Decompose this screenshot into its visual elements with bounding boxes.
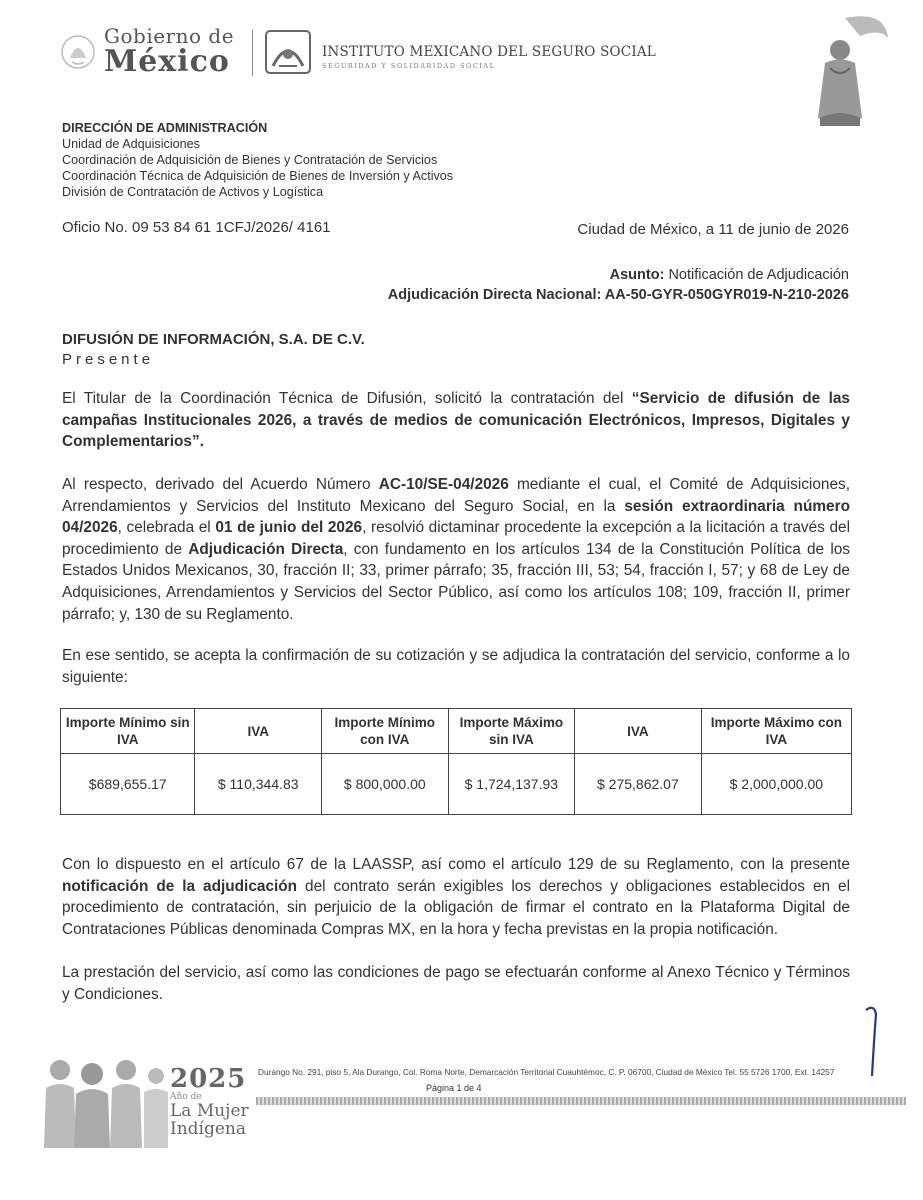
footer-rule (256, 1097, 906, 1105)
subject-label: Asunto: (609, 267, 665, 283)
year-sub: Año de (170, 1092, 202, 1102)
paragraph-3: En ese sentido, se acepta la confirmación de su cotización y se adjudica la contratación del servicio, conforme a lo siguiente: (62, 647, 850, 686)
paragraph-1 (62, 388, 850, 453)
document-date: Ciudad de México, a 11 de junio de 2026 (577, 221, 849, 238)
table-cell: $ 1,724,137.93 (448, 754, 575, 815)
oficio-number: Oficio No. 09 53 84 61 1CFJ/2026/ 4161 (62, 219, 331, 236)
handwritten-initial (860, 1000, 890, 1080)
year-slogan (170, 1064, 249, 1138)
department-block (62, 120, 453, 200)
paragraph-4 (62, 854, 850, 940)
year-number: 2025 (170, 1064, 247, 1094)
patria-figure-icon (790, 8, 890, 133)
table-cell: $ 2,000,000.00 (701, 754, 851, 815)
dept-line3: Coordinación de Adquisición de Bienes y Contratación de Servicios (62, 153, 438, 167)
p4-text-c: del contrato serán exigibles los derechos y obligaciones establecidos en el procedimiento de contratación, sin perjuicio de la obligación de firmar el contrato en la Plataforma Digital de Contrataciones Públicas denominada Compras MX, en la hora y fecha previstas en la propia notificación. (62, 877, 850, 938)
imss-name-block (322, 44, 656, 70)
p2-session: sesión extraordinaria número 04/2026 (62, 497, 850, 537)
imss-name: INSTITUTO MEXICANO DEL SEGURO SOCIAL (322, 44, 656, 60)
p2-text-c: mediante el cual, el Comité de Adquisiciones, Arrendamientos y Servicios del Instituto Mexicano del Seguro Social, en la (62, 476, 850, 515)
page-number: Página 1 de 4 (426, 1083, 482, 1093)
p4-notification: notificación de la adjudicación (62, 877, 298, 895)
col-iva-maximo: IVA (575, 709, 702, 754)
paragraph-5: La prestación del servicio, así como las condiciones de pago se efectuarán conforme al Anexo Técnico y Términos y Condiciones. (62, 964, 850, 1003)
gobierno-mexico-logo (60, 24, 240, 84)
p2-procedure: Adjudicación Directa (188, 540, 344, 558)
p1-service-name: “Servicio de difusión de las campañas Institucionales 2026, a través de medios de comunicación Electrónicos, Impresos, Digitales y Complementarios”. (62, 390, 850, 451)
dept-line4: Coordinación Técnica de Adquisición de Bienes de Inversión y Activos (62, 169, 454, 183)
amounts-table (60, 708, 852, 815)
p2-text-a: Al respecto, derivado del Acuerdo Número (62, 476, 371, 493)
p2-agreement-number: AC-10/SE-04/2026 (378, 476, 509, 493)
table-cell: $ 800,000.00 (322, 754, 449, 815)
table-row (61, 754, 852, 815)
indigenous-women-figures-icon (40, 1040, 170, 1150)
dept-line1: DIRECCIÓN DE ADMINISTRACIÓN (62, 121, 268, 135)
col-importe-minimo-sin-iva: Importe Mínimo sin IVA (61, 709, 195, 754)
p2-text-i: , con fundamento en los artículos 134 de la Constitución Política de los Estados Unidos Mexicanos, 30, fracción II; 33, primer párrafo; 35, fracción III, 53; 54, fracción I, 57; y 68 de Ley de Adquisiciones, Arrendamientos y Servicios del Sector Público, así como los artículos 108; 109, fracción II, primer párrafo; y, 130 de su Reglamento. (62, 540, 850, 623)
recipient-block (62, 330, 365, 370)
col-importe-minimo-con-iva: Importe Mínimo con IVA (322, 709, 449, 754)
subject-block (388, 265, 849, 305)
national-emblem-icon (60, 30, 96, 74)
table-header-row (61, 709, 852, 754)
dept-line5: División de Contratación de Activos y Logística (62, 185, 324, 199)
footer-address: Durango No. 291, piso 5, Ala Durango, Col. Roma Norte, Demarcación Territorial Cuauhtémoc, C. P. 06700, Ciudad de México Tel. 55 5726 1700, Ext. 14257 (258, 1067, 835, 1077)
table-cell: $689,655.17 (61, 754, 195, 815)
imss-motto: SEGURIDAD Y SOLIDARIDAD SOCIAL (322, 62, 496, 70)
p1-text: El Titular de la Coordinación Técnica de Difusión, solicitó la contratación del (62, 390, 624, 407)
header-divider (252, 30, 253, 76)
table-cell: $ 110,344.83 (195, 754, 322, 815)
col-importe-maximo-sin-iva: Importe Máximo sin IVA (448, 709, 575, 754)
p2-text-e: , celebrada el (117, 519, 211, 537)
gob-line2: México (104, 44, 230, 79)
table-cell: $ 275,862.07 (575, 754, 702, 815)
recipient-name: DIFUSIÓN DE INFORMACIÓN, S.A. DE C.V. (62, 331, 365, 348)
imss-emblem-icon (265, 30, 311, 74)
paragraph-2 (62, 474, 850, 625)
col-iva-minimo: IVA (195, 709, 322, 754)
gob-line1: Gobierno de (104, 24, 235, 48)
p2-session-date: 01 de junio del 2026 (215, 519, 363, 537)
p4-text-a: Con lo dispuesto en el artículo 67 de la LAASSP, así como el artículo 129 de su Reglamento, con la presente (62, 856, 850, 873)
recipient-presente: Presente (62, 351, 155, 368)
col-importe-maximo-con-iva: Importe Máximo con IVA (701, 709, 851, 754)
slogan-line2: Indígena (170, 1119, 247, 1139)
subject-value: Notificación de Adjudicación (668, 267, 849, 283)
slogan-line1: La Mujer (170, 1101, 249, 1121)
dept-line2: Unidad de Adquisiciones (62, 137, 200, 151)
p2-text-g: , resolvió dictaminar procedente la excepción a la licitación a través del procedimiento de (62, 519, 850, 558)
procedure-number: Adjudicación Directa Nacional: AA-50-GYR-050GYR019-N-210-2026 (387, 287, 849, 303)
